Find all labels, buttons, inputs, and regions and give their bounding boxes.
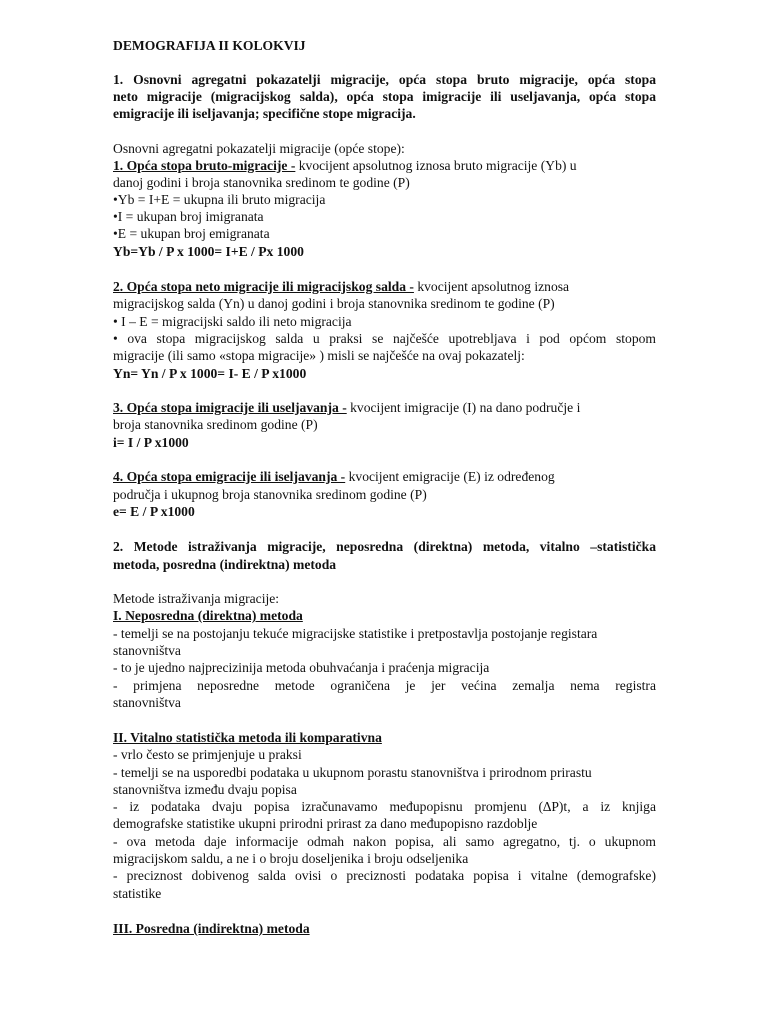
section-1-heading: 1. Opća stopa bruto-migracije -	[113, 158, 296, 173]
section-2-text: migracijskog salda (Yn) u danoj godini i broja stanovnika sredinom te godine (P)	[113, 296, 555, 311]
intro-text: Metode istraživanja migracije:	[113, 591, 280, 606]
intro-text: Osnovni agregatni pokazatelji migracije (opće stope):	[113, 141, 405, 156]
method-1-text: stanovništva	[113, 695, 181, 710]
document-title: DEMOGRAFIJA II KOLOKVIJ	[113, 38, 306, 53]
question-1-line: emigracije ili iseljavanja; specifične stope migracija.	[113, 106, 416, 121]
formula: Yn= Yn / P x 1000= I- E / P x1000	[113, 366, 307, 381]
section-4-line	[113, 468, 555, 485]
bullet-item: • I – E = migracijski saldo ili neto migracija	[113, 314, 352, 329]
formula: i= I / P x1000	[113, 435, 189, 450]
method-1-text: - to je ujedno najprecizinija metoda obuhvaćanja i praćenja migracija	[113, 660, 490, 675]
method-2-text: migracijskom saldu, a ne i o broju doseljenika i broju odseljenika	[113, 851, 469, 866]
method-1-text: stanovništva	[113, 643, 181, 658]
section-3-heading: 3. Opća stopa imigracije ili useljavanja -	[113, 400, 347, 415]
formula: e= E / P x1000	[113, 504, 195, 519]
bullet-item: •I = ukupan broj imigranata	[113, 209, 264, 224]
method-2-heading: II. Vitalno statistička metoda ili komparativna	[113, 730, 382, 745]
section-1-text: danoj godini i broja stanovnika sredinom te godine (P)	[113, 175, 410, 190]
method-2-text: stanovništva između dvaju popisa	[113, 782, 297, 797]
section-2-heading: 2. Opća stopa neto migracije ili migracijskog salda -	[113, 279, 414, 294]
method-1-text: - temelji se na postojanju tekuće migracijske statistike i pretpostavlja postojanje registara	[113, 626, 598, 641]
section-3-text: broja stanovnika sredinom godine (P)	[113, 417, 318, 432]
section-3-line	[113, 399, 580, 416]
method-2-text: statistike	[113, 886, 162, 901]
method-2-text: - preciznost dobivenog salda ovisi o preciznosti podataka popisa i vitalne (demografske)	[113, 868, 656, 883]
method-2-text: - iz podataka dvaju popisa izračunavamo međupopisnu promjenu (∆P)t, a iz knjiga	[113, 799, 656, 814]
method-2-text: - ova metoda daje informacije odmah nakon popisa, ali samo agregatno, tj. o ukupnom	[113, 834, 656, 849]
section-2-text: kvocijent apsolutnog iznosa	[413, 279, 570, 294]
method-2-text: demografske statistike ukupni prirodni prirast za dano međupopisno razdoblje	[113, 816, 538, 831]
bullet-item: •Yb = I+E = ukupna ili bruto migracija	[113, 192, 326, 207]
question-1-line: neto migracije (migracijskog salda), opća stopa imigracije ili useljavanja, opća stopa	[113, 89, 656, 104]
section-1-text: kvocijent apsolutnog iznosa bruto migracije (Yb) u	[295, 158, 577, 173]
question-1-line: 1. Osnovni agregatni pokazatelji migracije, opća stopa bruto migracije, opća stopa	[113, 72, 656, 87]
method-2-text: - temelji se na usporedbi podataka u ukupnom porastu stanovništva i prirodnom prirastu	[113, 765, 592, 780]
formula: Yb=Yb / P x 1000= I+E / Px 1000	[113, 244, 304, 259]
bullet-item: •E = ukupan broj emigranata	[113, 226, 270, 241]
bullet-item: • ova stopa migracijskog salda u praksi se najčešće upotrebljava i pod općom stopom	[113, 331, 656, 346]
method-2-text: - vrlo često se primjenjuje u praksi	[113, 747, 302, 762]
question-2-line: metoda, posredna (indirektna) metoda	[113, 557, 337, 572]
bullet-item: migracije (ili samo «stopa migracije» ) misli se najčešće na ovaj pokazatelj:	[113, 348, 525, 363]
section-4-heading: 4. Opća stopa emigracije ili iseljavanja -	[113, 469, 346, 484]
section-4-text: kvocijent emigracije (E) iz određenog	[345, 469, 555, 484]
question-2-line: 2. Metode istraživanja migracije, neposredna (direktna) metoda, vitalno –statistička	[113, 539, 656, 554]
method-3-heading: III. Posredna (indirektna) metoda	[113, 921, 310, 936]
section-2-line	[113, 278, 569, 295]
method-1-text: - primjena neposredne metode ograničena je jer većina zemalja nema registra	[113, 678, 656, 693]
section-4-text: područja i ukupnog broja stanovnika sredinom godine (P)	[113, 487, 427, 502]
section-3-text: kvocijent imigracije (I) na dano područje i	[346, 400, 581, 415]
method-1-heading: I. Neposredna (direktna) metoda	[113, 608, 303, 623]
section-1-line	[113, 157, 656, 174]
